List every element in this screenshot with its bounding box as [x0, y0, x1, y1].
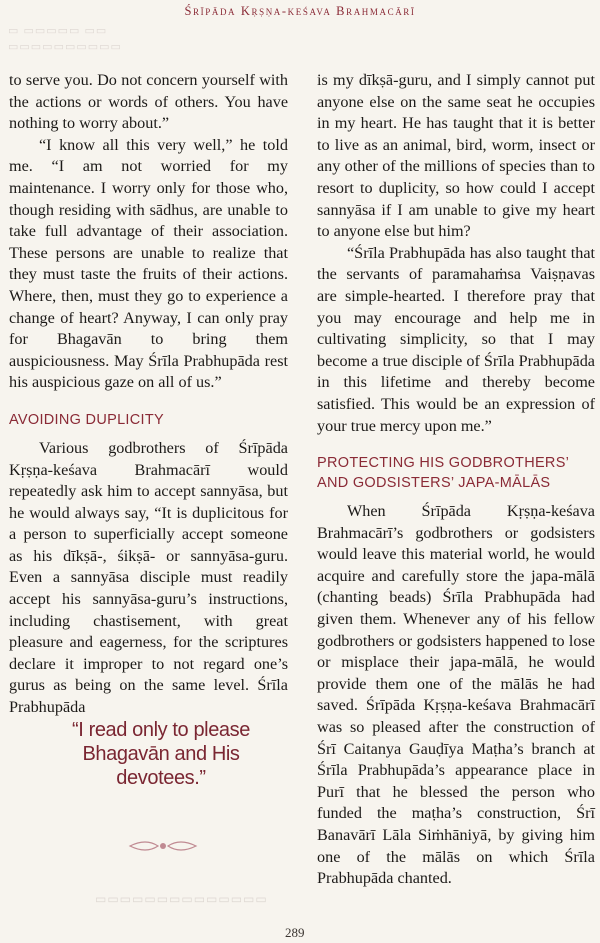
show-through-text: ▭ ▭▭▭▭▭ ▭▭: [8, 25, 108, 37]
paragraph: When Śrīpāda Kṛṣṇa-keśava Brahmacārī’s godbrothers or godsisters would leave this material world, he would acquire and carefully store the japa-mālā (chanting beads) Śrīla Prabhupāda had given them. Whenever any of his fellow godbrothers or godsisters happened to lose or misplace their japa-mālā, he would provide them one of the mālās he had saved. Śrīpāda Kṛṣṇa-keśava Brahmacārī was so pleased after the construction of Śrī Caitanya Gauḍīya Maṭha’s branch at Śrīla Prabhupāda’s appearance place in Purī that he blessed the person who funded the maṭha’s construction, Śrī Banavārī Lāla Siṁhāniyā, by giving him one of the mālās on which Śrīla Prabhupāda chanted.: [317, 502, 595, 888]
paragraph: “Śrīla Prabhupāda has also taught that the servants of paramahaṁsa Vaiṣṇavas are simple-hearted. I therefore pray that you may encourage and help me in cultivating simplicity, so that I may become a true disciple of Śrīla Prabhupāda in this lifetime and thereby become satisfied. This would be an expression of your true mercy upon me.”: [317, 243, 595, 435]
paragraph: is my dīkṣā-guru, and I simply cannot put anyone else on the same seat he occupies in my heart. He has taught that it is better to live as an animal, bird, worm, insect or any other of the millions of species than to resort to duplicity, so how could I accept sannyāsa if I am unable to give my heart to anyone else but him?: [317, 71, 595, 241]
ornament-icon: [128, 836, 198, 856]
section-heading: PROTECTING HIS GODBROTHERS’ AND GODSISTERS’ JAPA-MĀLĀS: [317, 455, 569, 492]
right-column: [317, 70, 595, 890]
paragraph: to serve you. Do not concern yourself with the actions or words of others. You have nothing to worry about.”: [9, 71, 288, 133]
page-number: 289: [285, 925, 305, 940]
paragraph: “I know all this very well,” he told me. “I am not worried for my maintenance. I worry only for those who, though residing with sādhus, are unable to take full advantage of their association. These persons are unable to realize that they must taste the fruits of their actions. Where, then, must they go to experience a change of heart? Anyway, I can only pray for Bhagavān to bring them auspiciousness. May Śrīla Prabhupāda rest his auspicious gaze on all of us.”: [9, 135, 288, 392]
paragraph: Various godbrothers of Śrīpāda Kṛṣṇa-keśava Brahmacārī would repeatedly ask him to accept sannyāsa, but he would always say, “It is duplicitous for a person to superficially accept someone as his dīkṣā-, śikṣā- or sannyāsa-guru. Even a sannyāsa disciple must readily accept his sannyāsa-guru’s instructions, including chastisement, with great pleasure and eagerness, for the scriptures declare it improper to not regard one’s gurus as being on the same level. Śrīla Prabhupāda: [9, 438, 288, 717]
show-through-text: ▭▭▭▭▭▭▭▭▭▭▭▭▭▭: [95, 892, 268, 906]
running-head: Śrīpāda Kṛṣṇa-keśava Brahmacārī: [184, 4, 416, 18]
pull-quote: “I read only to please Bhagavān and His devotees.”: [72, 719, 250, 789]
left-column: [9, 70, 288, 719]
show-through-text: ▭▭▭▭▭▭▭▭▭▭: [8, 41, 122, 53]
section-heading: AVOIDING DUPLICITY: [9, 411, 164, 428]
